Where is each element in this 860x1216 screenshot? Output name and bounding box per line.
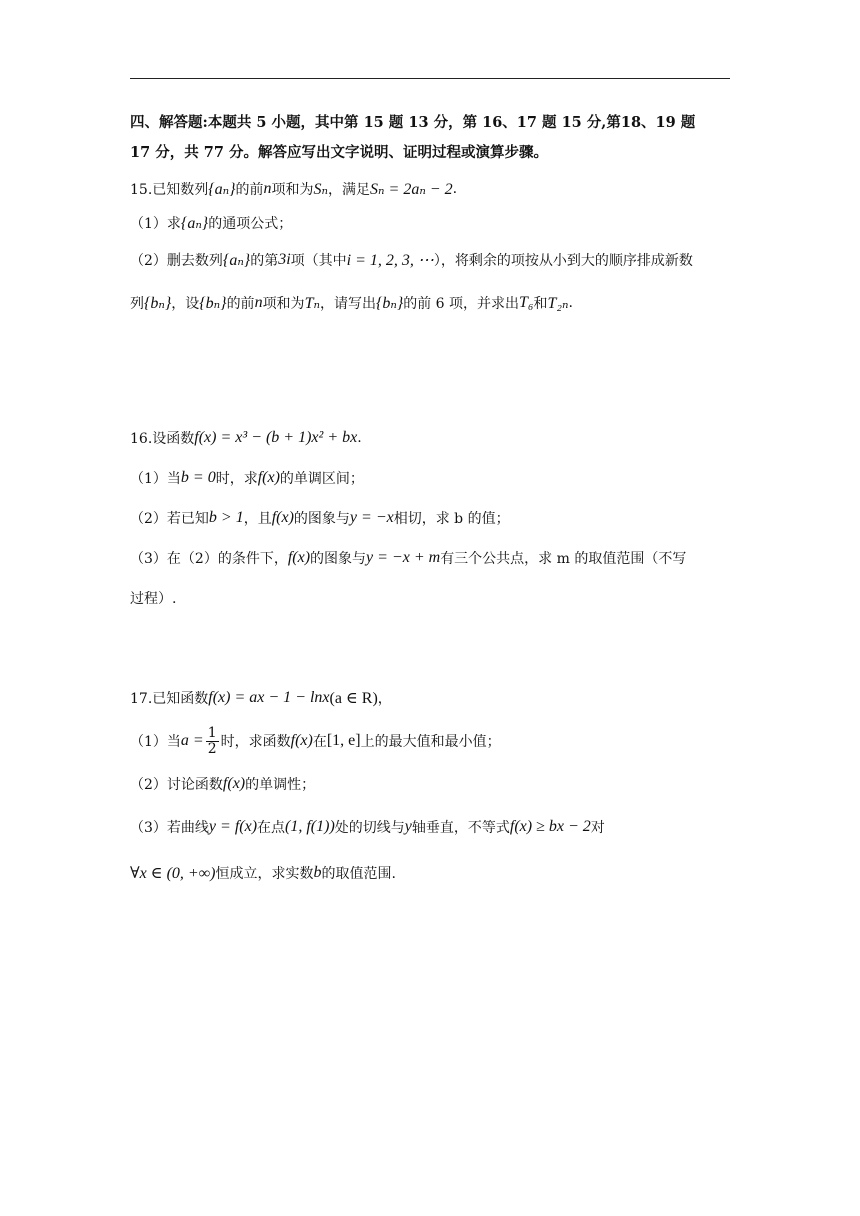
- q16-part2: （2）若已知 b > 1 ，且 f(x) 的图象与 y = −x 相切，求 b 的值；: [130, 509, 510, 527]
- q16-part3-line1: （3）在（2）的条件下， f(x) 的图象与 y = −x + m 有三个公共点，求 m 的取值范围（不写: [130, 549, 687, 567]
- q17-part2: （2）讨论函数 f(x) 的单调性；: [130, 775, 316, 793]
- exam-page: [130, 108, 730, 896]
- q15-part2-line2: 列 {bₙ} ，设 {bₙ} 的前 n 项和为 Tₙ ，请写出 {bₙ} 的前 6 项，并求出 T₆ 和 T₂ₙ .: [130, 294, 573, 312]
- q17-part3-line1: （3）若曲线 y = f(x) 在点 (1, f(1)) 处的切线与 y 轴垂直，不等式 f(x) ≥ bx − 2 对: [130, 818, 605, 836]
- section-heading-line2: 17 分，共 77 分。解答应写出文字说明、证明过程或演算步骤。: [130, 144, 548, 161]
- section-heading: [130, 108, 730, 168]
- q17-stem: 17.已知函数 f(x) = ax − 1 − lnx (a ∈ R) ，: [130, 689, 392, 707]
- section-heading-line1: 四、解答题:本题共 5 小题，其中第 15 题 13 分，第 16、17 题 15 分,第18、19 题: [130, 114, 696, 131]
- fraction-one-half: $\frac{1}{2}$: [207, 724, 217, 757]
- q15-part2-line1: （2）删去数列 {aₙ} 的第 3i 项（其中 i = 1, 2, 3, ⋯ ），将剩余的项按从小到大的顺序排成新数: [130, 251, 693, 269]
- q16-stem: 16.设函数 f(x) = x³ − (b + 1)x² + bx .: [130, 429, 362, 447]
- q17-part1: （1）当 a = $\frac{1}{2}$ 时，求函数 f(x) 在 [1, e] 上的最大值和最小值；: [130, 724, 501, 757]
- header-rule: [130, 78, 730, 79]
- q16-part1: （1）当 b = 0 时，求 f(x) 的单调区间；: [130, 469, 364, 487]
- q15-stem: 15.已知数列 {aₙ} 的前 n 项和为 Sₙ ，满足 Sₙ = 2aₙ − 2 .: [130, 180, 458, 198]
- q16-part3-line2: 过程）.: [130, 591, 177, 607]
- q15-part1: （1）求 {aₙ} 的通项公式；: [130, 215, 293, 232]
- q17-part3-line2: ∀x ∈ (0, +∞) 恒成立，求实数 b 的取值范围.: [130, 864, 396, 882]
